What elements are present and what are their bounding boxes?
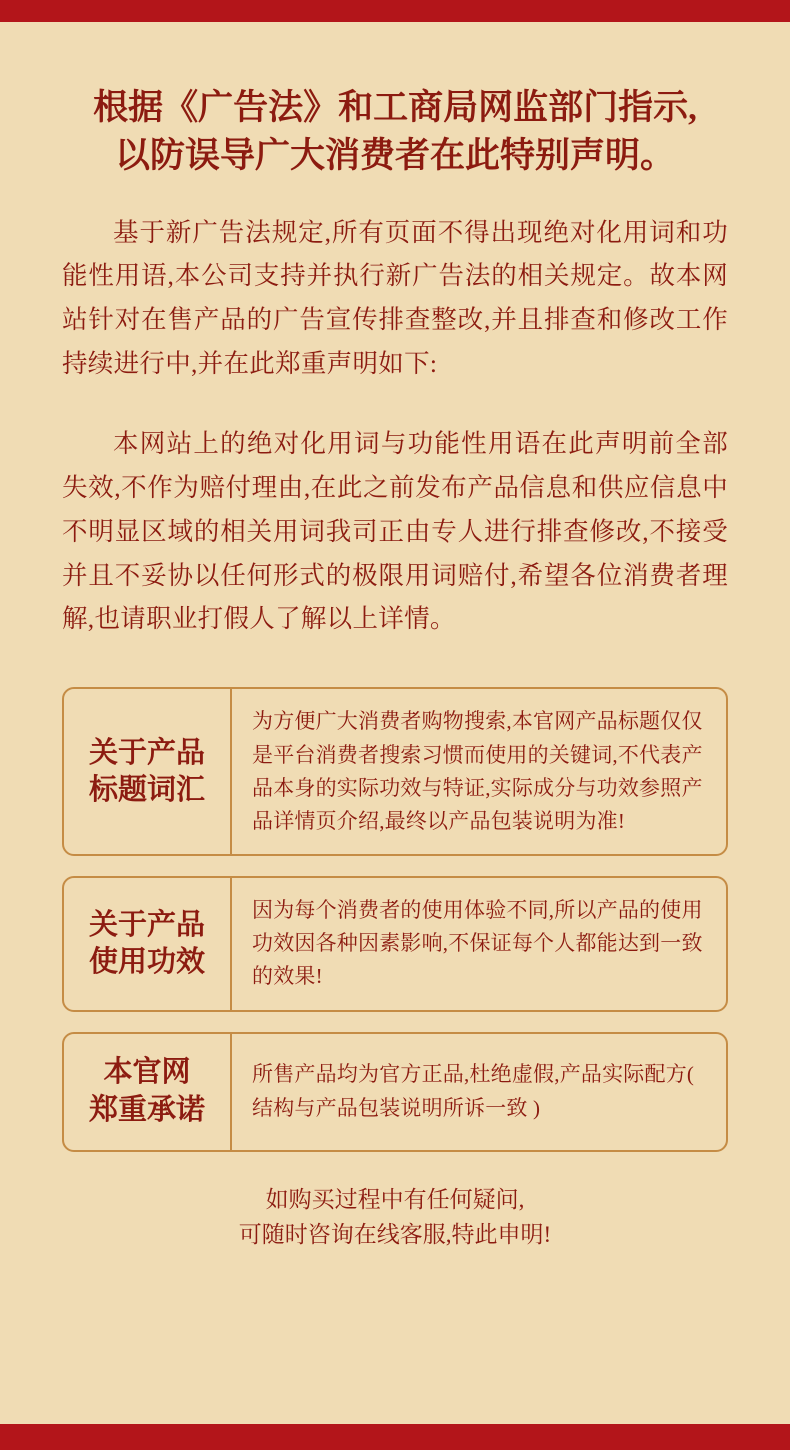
statement-card-body bbox=[232, 689, 726, 854]
footer-note-line-1: 如购买过程中有任何疑问, bbox=[265, 1186, 525, 1212]
statement-card-title bbox=[64, 878, 232, 1010]
top-accent-bar bbox=[0, 0, 790, 22]
page-title-line-2: 以防误导广大消费者在此特别声明。 bbox=[114, 136, 675, 176]
statement-card-title-line-2: 郑重承诺 bbox=[88, 1093, 205, 1126]
statement-card-title-line-1: 本官网 bbox=[103, 1056, 191, 1089]
statement-card-title-line-2: 标题词汇 bbox=[88, 773, 205, 806]
footer-note-line-2: 可随时咨询在线客服,特此申明! bbox=[238, 1222, 552, 1248]
paragraph-two: 本网站上的绝对化用词与功能性用语在此声明前全部失效,不作为赔付理由,在此之前发布产品信息和供应信息中不明显区域的相关用词我司正由专人进行排查修改,不接受并且不妥协以任何形式的极限用词赔付,希望各位消费者理解,也请职业打假人了解以上详情。 bbox=[62, 429, 728, 634]
statement-card bbox=[62, 687, 728, 856]
statement-card-title bbox=[64, 689, 232, 854]
statement-card-title-line-1: 关于产品 bbox=[88, 908, 205, 941]
footer-note bbox=[62, 1182, 728, 1269]
paragraph-one: 基于新广告法规定,所有页面不得出现绝对化用词和功能性用语,本公司支持并执行新广告法的相关规定。故本网站针对在售产品的广告宣传排查整改,并且排查和修改工作持续进行中,并在此郑重声明如下: bbox=[62, 217, 728, 379]
page-title bbox=[62, 84, 728, 181]
statement-card-body-text: 因为每个消费者的使用体验不同,所以产品的使用功效因各种因素影响,不保证每个人都能达到一致的效果! bbox=[252, 898, 703, 989]
page-title-line-1: 根据《广告法》和工商局网监部门指示, bbox=[93, 88, 697, 127]
page-content bbox=[0, 22, 790, 1424]
statement-card-body bbox=[232, 878, 726, 1010]
statement-card bbox=[62, 1032, 728, 1152]
statement-card-list bbox=[62, 687, 728, 1151]
statement-card-title-line-1: 关于产品 bbox=[88, 736, 205, 769]
statement-card-title-line-2: 使用功效 bbox=[88, 945, 205, 978]
statement-card-body-text: 所售产品均为官方正品,杜绝虚假,产品实际配方( 结构与产品包装说明所诉一致 ) bbox=[252, 1062, 695, 1120]
bottom-accent-bar bbox=[0, 1424, 790, 1450]
statement-card bbox=[62, 876, 728, 1012]
statement-card-body bbox=[232, 1034, 726, 1150]
statement-card-body-text: 为方便广大消费者购物搜索,本官网产品标题仅仅是平台消费者搜索习惯而使用的关键词,不代表产品本身的实际功效与特证,实际成分与功效参照产品详情页介绍,最终以产品包装说明为准! bbox=[252, 709, 703, 833]
statement-card-title bbox=[64, 1034, 232, 1150]
